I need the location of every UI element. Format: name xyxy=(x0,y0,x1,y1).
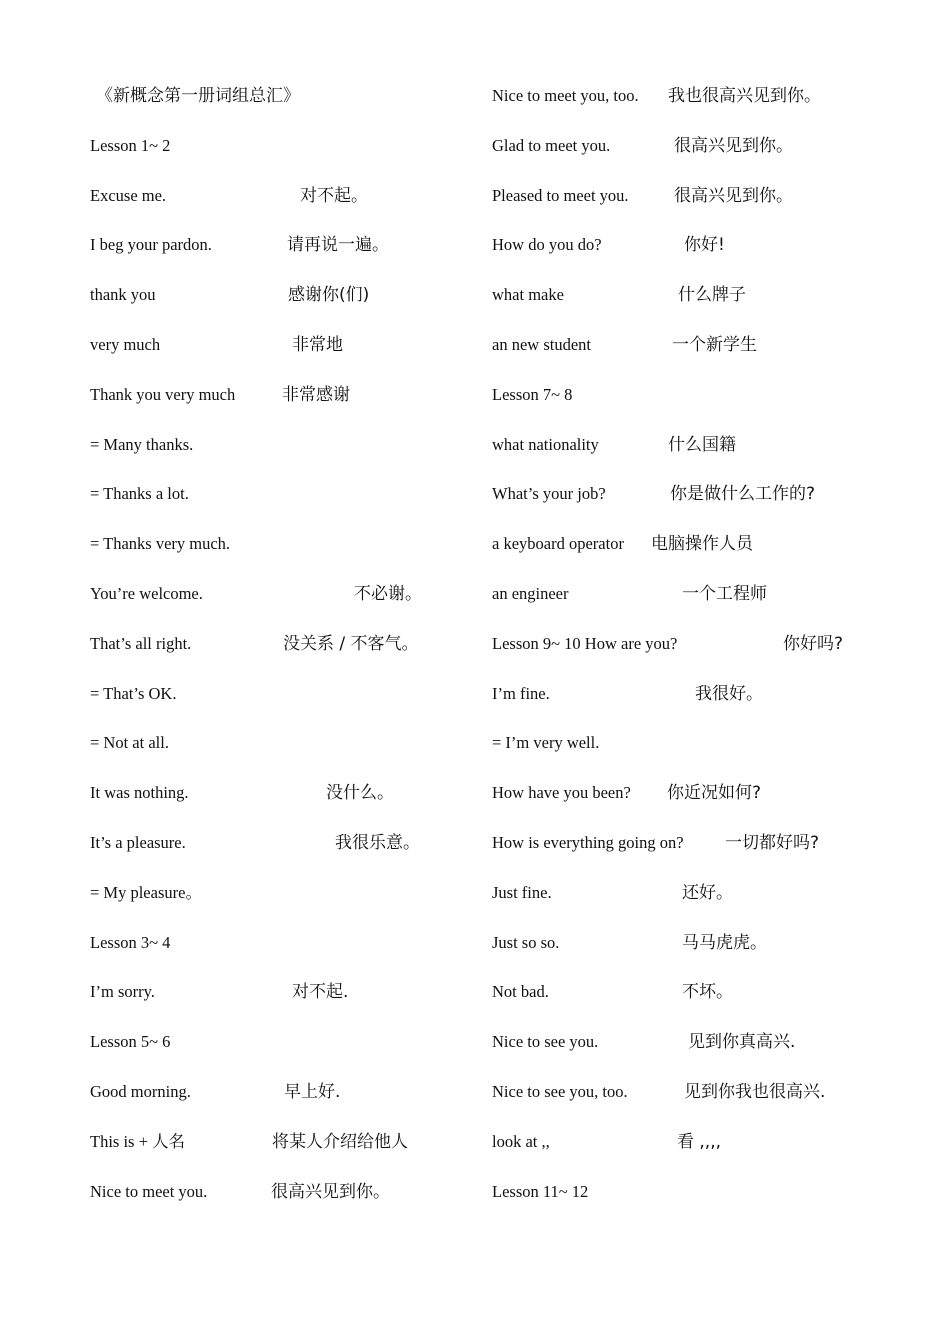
right-phrase-english-text: a keyboard operator xyxy=(492,534,624,554)
right-phrase-row xyxy=(492,879,932,929)
right-phrase-chinese-text: 一个工程师 xyxy=(682,583,767,604)
right-phrase-chinese-text: 你近况如何? xyxy=(667,783,762,804)
left-phrase-english-text: That’s all right. xyxy=(90,633,192,653)
left-phrase-row xyxy=(90,729,470,779)
left-phrase-chinese-text: 早上好. xyxy=(284,1081,341,1102)
left-phrase-english-text: It was nothing. xyxy=(90,783,189,803)
right-phrase-chinese-text: 不坏。 xyxy=(682,982,733,1003)
right-phrase-row xyxy=(492,132,932,182)
left-phrase-row xyxy=(90,1028,470,1078)
document-title: 《新概念第一册词组总汇》 xyxy=(96,86,300,106)
left-phrase-row xyxy=(90,132,470,182)
left-phrase-chinese-text: 将某人介绍给他人 xyxy=(272,1131,408,1152)
left-phrase-chinese-text: 非常感谢 xyxy=(282,384,350,405)
right-phrase-chinese-text: 还好。 xyxy=(682,882,733,903)
right-phrase-chinese-text: 看 ,,,, xyxy=(677,1131,722,1152)
left-phrase-chinese-text: 没什么。 xyxy=(326,783,394,804)
left-phrase-chinese-text: 请再说一遍。 xyxy=(287,235,389,256)
right-phrase-english-text: look at ,, xyxy=(492,1131,550,1151)
right-phrase-chinese-text: 电脑操作人员 xyxy=(651,534,753,555)
left-phrase-row xyxy=(90,1078,470,1128)
right-phrase-english-text: = I’m very well. xyxy=(492,733,600,753)
left-phrase-row xyxy=(90,182,470,232)
right-phrase-row xyxy=(492,82,932,132)
left-phrase-english-text: Lesson 5~ 6 xyxy=(90,1032,171,1052)
right-phrase-chinese-text: 见到你我也很高兴. xyxy=(684,1081,826,1102)
left-phrase-row xyxy=(90,1128,470,1178)
right-phrase-row xyxy=(492,630,932,680)
right-phrase-english-text: Pleased to meet you. xyxy=(492,185,629,205)
right-phrase-english-text: I’m fine. xyxy=(492,683,550,703)
right-phrase-english-text: what nationality xyxy=(492,434,599,454)
right-phrase-row xyxy=(492,779,932,829)
left-phrase-row xyxy=(90,431,470,481)
right-phrase-chinese-text: 很高兴见到你。 xyxy=(674,185,793,206)
left-phrase-row xyxy=(90,779,470,829)
left-phrase-row xyxy=(90,978,470,1028)
left-phrase-english-text: = Thanks a lot. xyxy=(90,484,189,504)
document-title-row xyxy=(90,82,470,132)
left-phrase-english-text: Good morning. xyxy=(90,1081,191,1101)
left-phrase-row xyxy=(90,331,470,381)
left-phrase-english-text: = That’s OK. xyxy=(90,683,177,703)
right-phrase-english-text: Lesson 7~ 8 xyxy=(492,384,573,404)
left-phrase-chinese-text: 对不起. xyxy=(292,982,349,1003)
right-phrase-english-text: Lesson 11~ 12 xyxy=(492,1181,589,1201)
left-phrase-english-text: Lesson 1~ 2 xyxy=(90,135,171,155)
right-phrase-chinese-text: 我很好。 xyxy=(695,683,763,704)
left-phrase-row xyxy=(90,231,470,281)
right-phrase-chinese-text: 你好吗? xyxy=(783,633,844,654)
right-phrase-chinese-text: 很高兴见到你。 xyxy=(674,135,793,156)
left-phrase-english-text: very much xyxy=(90,334,161,354)
right-phrase-english-text: Lesson 9~ 10 How are you? xyxy=(492,633,678,653)
left-phrase-row xyxy=(90,879,470,929)
right-phrase-chinese-text: 你是做什么工作的? xyxy=(670,484,816,505)
right-phrase-row xyxy=(492,1078,932,1128)
right-phrase-english-text: Just fine. xyxy=(492,882,552,902)
right-phrase-row xyxy=(492,929,932,979)
right-phrase-row xyxy=(492,281,932,331)
left-phrase-english-text: It’s a pleasure. xyxy=(90,832,186,852)
right-phrase-chinese-text: 马马虎虎。 xyxy=(682,932,767,953)
right-phrase-english-text: How do you do? xyxy=(492,235,602,255)
left-phrase-english-text: Excuse me. xyxy=(90,185,167,205)
left-phrase-english-text: = Thanks very much. xyxy=(90,534,231,554)
left-phrase-english-text: Thank you very much xyxy=(90,384,236,404)
right-phrase-english-text: How is everything going on? xyxy=(492,832,684,852)
right-phrase-english-text: Nice to meet you, too. xyxy=(492,86,639,105)
right-phrase-row xyxy=(492,381,932,431)
right-phrase-row xyxy=(492,480,932,530)
right-phrase-chinese-text: 我也很高兴见到你。 xyxy=(668,86,821,106)
left-column xyxy=(90,82,470,1227)
right-phrase-english-text: How have you been? xyxy=(492,783,631,803)
right-phrase-english-text: Nice to see you, too. xyxy=(492,1081,628,1101)
right-phrase-chinese-text: 一个新学生 xyxy=(672,334,757,355)
right-phrase-row xyxy=(492,1178,932,1228)
left-phrase-chinese-text: 非常地 xyxy=(292,334,343,355)
left-phrase-english-text: = Many thanks. xyxy=(90,434,194,454)
right-phrase-chinese-text: 什么国籍 xyxy=(668,434,736,455)
right-phrase-english-text: Just so so. xyxy=(492,932,560,952)
left-phrase-english-text: I beg your pardon. xyxy=(90,235,212,255)
left-phrase-row xyxy=(90,829,470,879)
left-phrase-chinese-text: 不必谢。 xyxy=(354,583,422,604)
right-phrase-row xyxy=(492,1128,932,1178)
left-phrase-chinese-text: 对不起。 xyxy=(300,185,368,206)
right-phrase-row xyxy=(492,729,932,779)
left-phrase-row xyxy=(90,580,470,630)
left-phrase-english-text: Nice to meet you. xyxy=(90,1181,208,1201)
right-column xyxy=(492,82,932,1227)
left-phrase-row xyxy=(90,1178,470,1228)
left-phrase-english-text: This is + 人名 xyxy=(90,1131,186,1151)
right-phrase-row xyxy=(492,431,932,481)
right-phrase-chinese-text: 你好! xyxy=(684,235,725,256)
left-phrase-english-text: I’m sorry. xyxy=(90,982,155,1002)
right-phrase-row xyxy=(492,680,932,730)
right-phrase-english-text: Glad to meet you. xyxy=(492,135,611,155)
left-phrase-row xyxy=(90,680,470,730)
left-phrase-chinese-text: 很高兴见到你。 xyxy=(271,1181,390,1202)
left-phrase-chinese-text: 我很乐意。 xyxy=(335,832,420,853)
right-phrase-row xyxy=(492,182,932,232)
left-phrase-english-text: = Not at all. xyxy=(90,733,169,753)
left-phrase-row xyxy=(90,480,470,530)
right-phrase-row xyxy=(492,231,932,281)
right-phrase-english-text: what make xyxy=(492,285,564,305)
left-phrase-english-text: thank you xyxy=(90,285,156,305)
right-phrase-english-text: an new student xyxy=(492,334,591,354)
right-phrase-row xyxy=(492,580,932,630)
left-phrase-chinese-text: 没关系 / 不客气。 xyxy=(283,633,419,654)
right-phrase-row xyxy=(492,331,932,381)
left-phrase-chinese-text: 感谢你(们) xyxy=(288,285,370,306)
left-phrase-english-text: = My pleasure。 xyxy=(90,882,202,902)
right-phrase-english-text: Nice to see you. xyxy=(492,1032,599,1052)
left-phrase-english-text: Lesson 3~ 4 xyxy=(90,932,171,952)
right-phrase-english-text: What’s your job? xyxy=(492,484,606,504)
right-phrase-row xyxy=(492,530,932,580)
left-phrase-row xyxy=(90,929,470,979)
right-phrase-english-text: an engineer xyxy=(492,583,569,603)
left-phrase-english-text: You’re welcome. xyxy=(90,583,203,603)
left-phrase-row xyxy=(90,630,470,680)
left-phrase-row xyxy=(90,281,470,331)
right-phrase-row xyxy=(492,829,932,879)
right-phrase-english-text: Not bad. xyxy=(492,982,549,1002)
right-phrase-chinese-text: 见到你真高兴. xyxy=(688,1032,796,1053)
right-phrase-row xyxy=(492,1028,932,1078)
right-phrase-row xyxy=(492,978,932,1028)
left-phrase-row xyxy=(90,530,470,580)
right-phrase-chinese-text: 一切都好吗? xyxy=(725,832,820,853)
right-phrase-chinese-text: 什么牌子 xyxy=(678,285,746,306)
left-phrase-row xyxy=(90,381,470,431)
